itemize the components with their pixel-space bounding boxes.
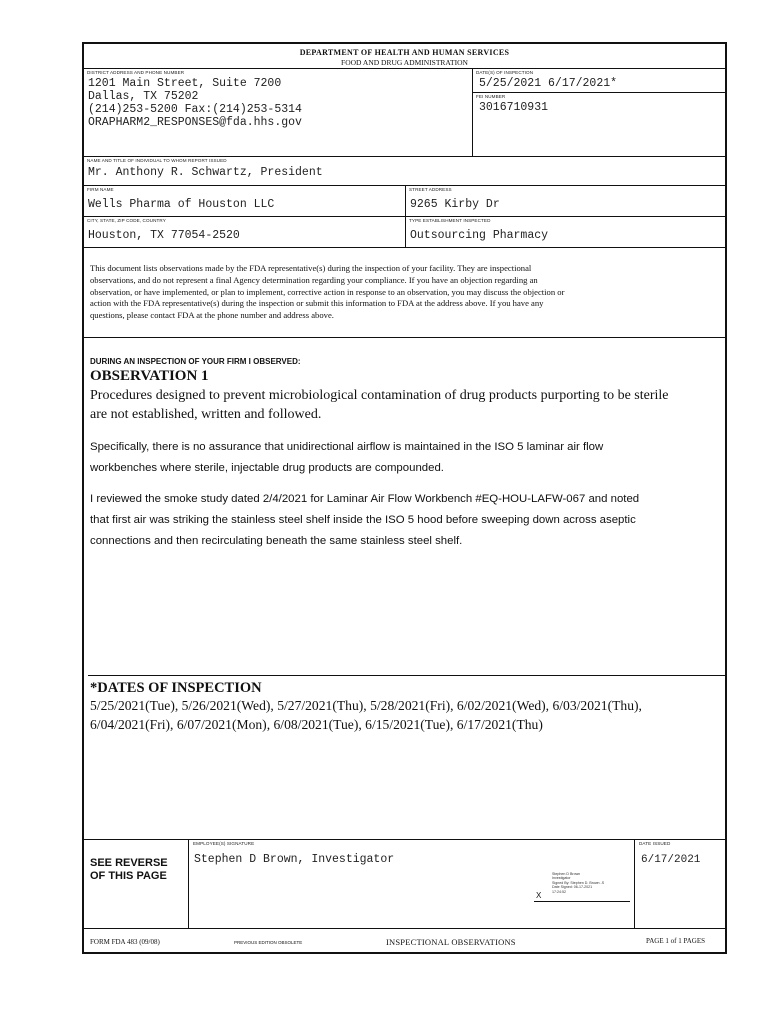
page-indicator: PAGE 1 of 1 PAGES: [646, 937, 705, 945]
divider: [84, 68, 725, 69]
disclaimer-line5: questions, please contact FDA at the phone number and address above.: [90, 310, 334, 321]
see-reverse-line2: OF THIS PAGE: [90, 870, 167, 882]
city-label: CITY, STATE, ZIP CODE, COUNTRY: [87, 218, 166, 223]
district-label: DISTRICT ADDRESS AND PHONE NUMBER: [87, 70, 185, 75]
divider: [84, 839, 725, 840]
disclaimer-line2: observations, and do not represent a final Agency determination regarding your compliance. If you have an objection regarding an: [90, 274, 538, 285]
date-issued-label: DATE ISSUED: [639, 841, 671, 846]
stamp-line1: Stephen D Brown: [552, 872, 581, 876]
district-line2: Dallas, TX 75202: [88, 90, 199, 103]
observation-para1-line2: workbenches where sterile, injectable drug products are compounded.: [90, 462, 444, 474]
divider: [84, 247, 725, 248]
inspection-dates-label: DATE(S) OF INSPECTION: [476, 70, 534, 75]
inspection-dates-value: 5/25/2021 6/17/2021*: [479, 77, 618, 90]
dates-section-title: *DATES OF INSPECTION: [90, 680, 262, 696]
street-value: 9265 Kirby Dr: [410, 198, 500, 211]
recipient-label: NAME AND TITLE OF INDIVIDUAL TO WHOM REPORT ISSUED: [87, 158, 227, 163]
observation-para1-line1: Specifically, there is no assurance that unidirectional airflow is maintained in the ISO 5 laminar air flow: [90, 441, 604, 453]
observation-para2-line3: connections and then recirculating beneath the same stainless steel shelf.: [90, 535, 463, 547]
observation-paragraph-2: [90, 489, 724, 552]
divider: [84, 216, 725, 217]
divider: [84, 928, 725, 929]
agency-heading: FOOD AND DRUG ADMINISTRATION: [341, 58, 468, 67]
firm-label: FIRM NAME: [87, 187, 114, 192]
form-id: FORM FDA 483 (09/08): [90, 938, 160, 946]
district-line1: 1201 Main Street, Suite 7200: [88, 77, 282, 90]
observation-para2-line1: I reviewed the smoke study dated 2/4/2021 for Laminar Air Flow Workbench #EQ-HOU-LAFW-067 and noted: [90, 493, 640, 505]
fei-value: 3016710931: [479, 101, 549, 114]
employee-signature-label: EMPLOYEE(S) SIGNATURE: [193, 841, 255, 846]
see-reverse-line1: SEE REVERSE: [90, 857, 168, 869]
fda-483-form: [82, 42, 727, 954]
form-title: INSPECTIONAL OBSERVATIONS: [386, 937, 516, 947]
firm-value: Wells Pharma of Houston LLC: [88, 198, 275, 211]
dates-list: [90, 696, 724, 734]
date-issued-value: 6/17/2021: [641, 854, 701, 866]
disclaimer-line1: This document lists observations made by the FDA representative(s) during the inspection of your facility. They are inspectional: [90, 263, 532, 273]
disclaimer: [90, 263, 722, 322]
city-value: Houston, TX 77054-2520: [88, 229, 240, 242]
establishment-label: TYPE ESTABLISHMENT INSPECTED: [409, 218, 491, 223]
observation-paragraph-1: [90, 437, 724, 479]
divider: [84, 156, 725, 157]
observation-title: OBSERVATION 1: [90, 368, 209, 384]
stamp-line2: Investigator: [552, 876, 571, 881]
stamp-line5: 17:24:52: [552, 889, 566, 894]
divider: [84, 337, 725, 338]
signature-x-mark: X: [536, 891, 542, 900]
disclaimer-line4: action with the FDA representative(s) during the inspection or submit this information to FDA at the address above. If you have any: [90, 298, 544, 309]
establishment-value: Outsourcing Pharmacy: [410, 229, 549, 242]
observation-para2-line2: that first air was striking the stainless steel shelf inside the ISO 5 hood before sweeping down across aseptic: [90, 514, 636, 526]
divider: [88, 675, 725, 676]
observation-summary: [90, 386, 724, 424]
observation-summary-line2: are not established, written and followed.: [90, 407, 322, 422]
divider: [634, 839, 635, 928]
district-line4: ORAPHARM2_RESPONSES@fda.hhs.gov: [88, 116, 302, 129]
dates-line2: 6/04/2021(Fri), 6/07/2021(Mon), 6/08/2021(Tue), 6/15/2021(Tue), 6/17/2021(Thu): [90, 717, 543, 732]
divider: [188, 839, 189, 928]
recipient-value: Mr. Anthony R. Schwartz, President: [88, 166, 323, 179]
disclaimer-line3: observation, or have implemented, or plan to implement, corrective action in response to an observation, you may discuss the objection or: [90, 286, 565, 297]
see-reverse-note: [90, 857, 168, 883]
district-line3: (214)253-5200 Fax:(214)253-5314: [88, 103, 302, 116]
divider: [472, 92, 725, 93]
department-heading: DEPARTMENT OF HEALTH AND HUMAN SERVICES: [299, 48, 510, 57]
fei-label: FEI NUMBER: [476, 94, 506, 99]
dates-line1: 5/25/2021(Tue), 5/26/2021(Wed), 5/27/2021(Thu), 5/28/2021(Fri), 6/02/2021(Wed), 6/03/2021(Thu),: [90, 698, 642, 713]
digital-signature-stamp: [552, 872, 626, 894]
signature-line: [534, 901, 630, 902]
street-label: STREET ADDRESS: [409, 187, 452, 192]
previous-edition-note: PREVIOUS EDITION OBSOLETE: [234, 940, 303, 945]
employee-signature-value: Stephen D Brown, Investigator: [194, 853, 395, 866]
stamp-line4: Date Signed: 06-17-2021: [552, 885, 593, 890]
observation-summary-line1: Procedures designed to prevent microbiological contamination of drug products purporting to be sterile: [90, 388, 669, 403]
stamp-line3: Signed By: Stephen D. Brown -S: [552, 880, 605, 885]
observation-intro: DURING AN INSPECTION OF YOUR FIRM I OBSERVED:: [90, 357, 301, 366]
divider: [472, 68, 473, 156]
